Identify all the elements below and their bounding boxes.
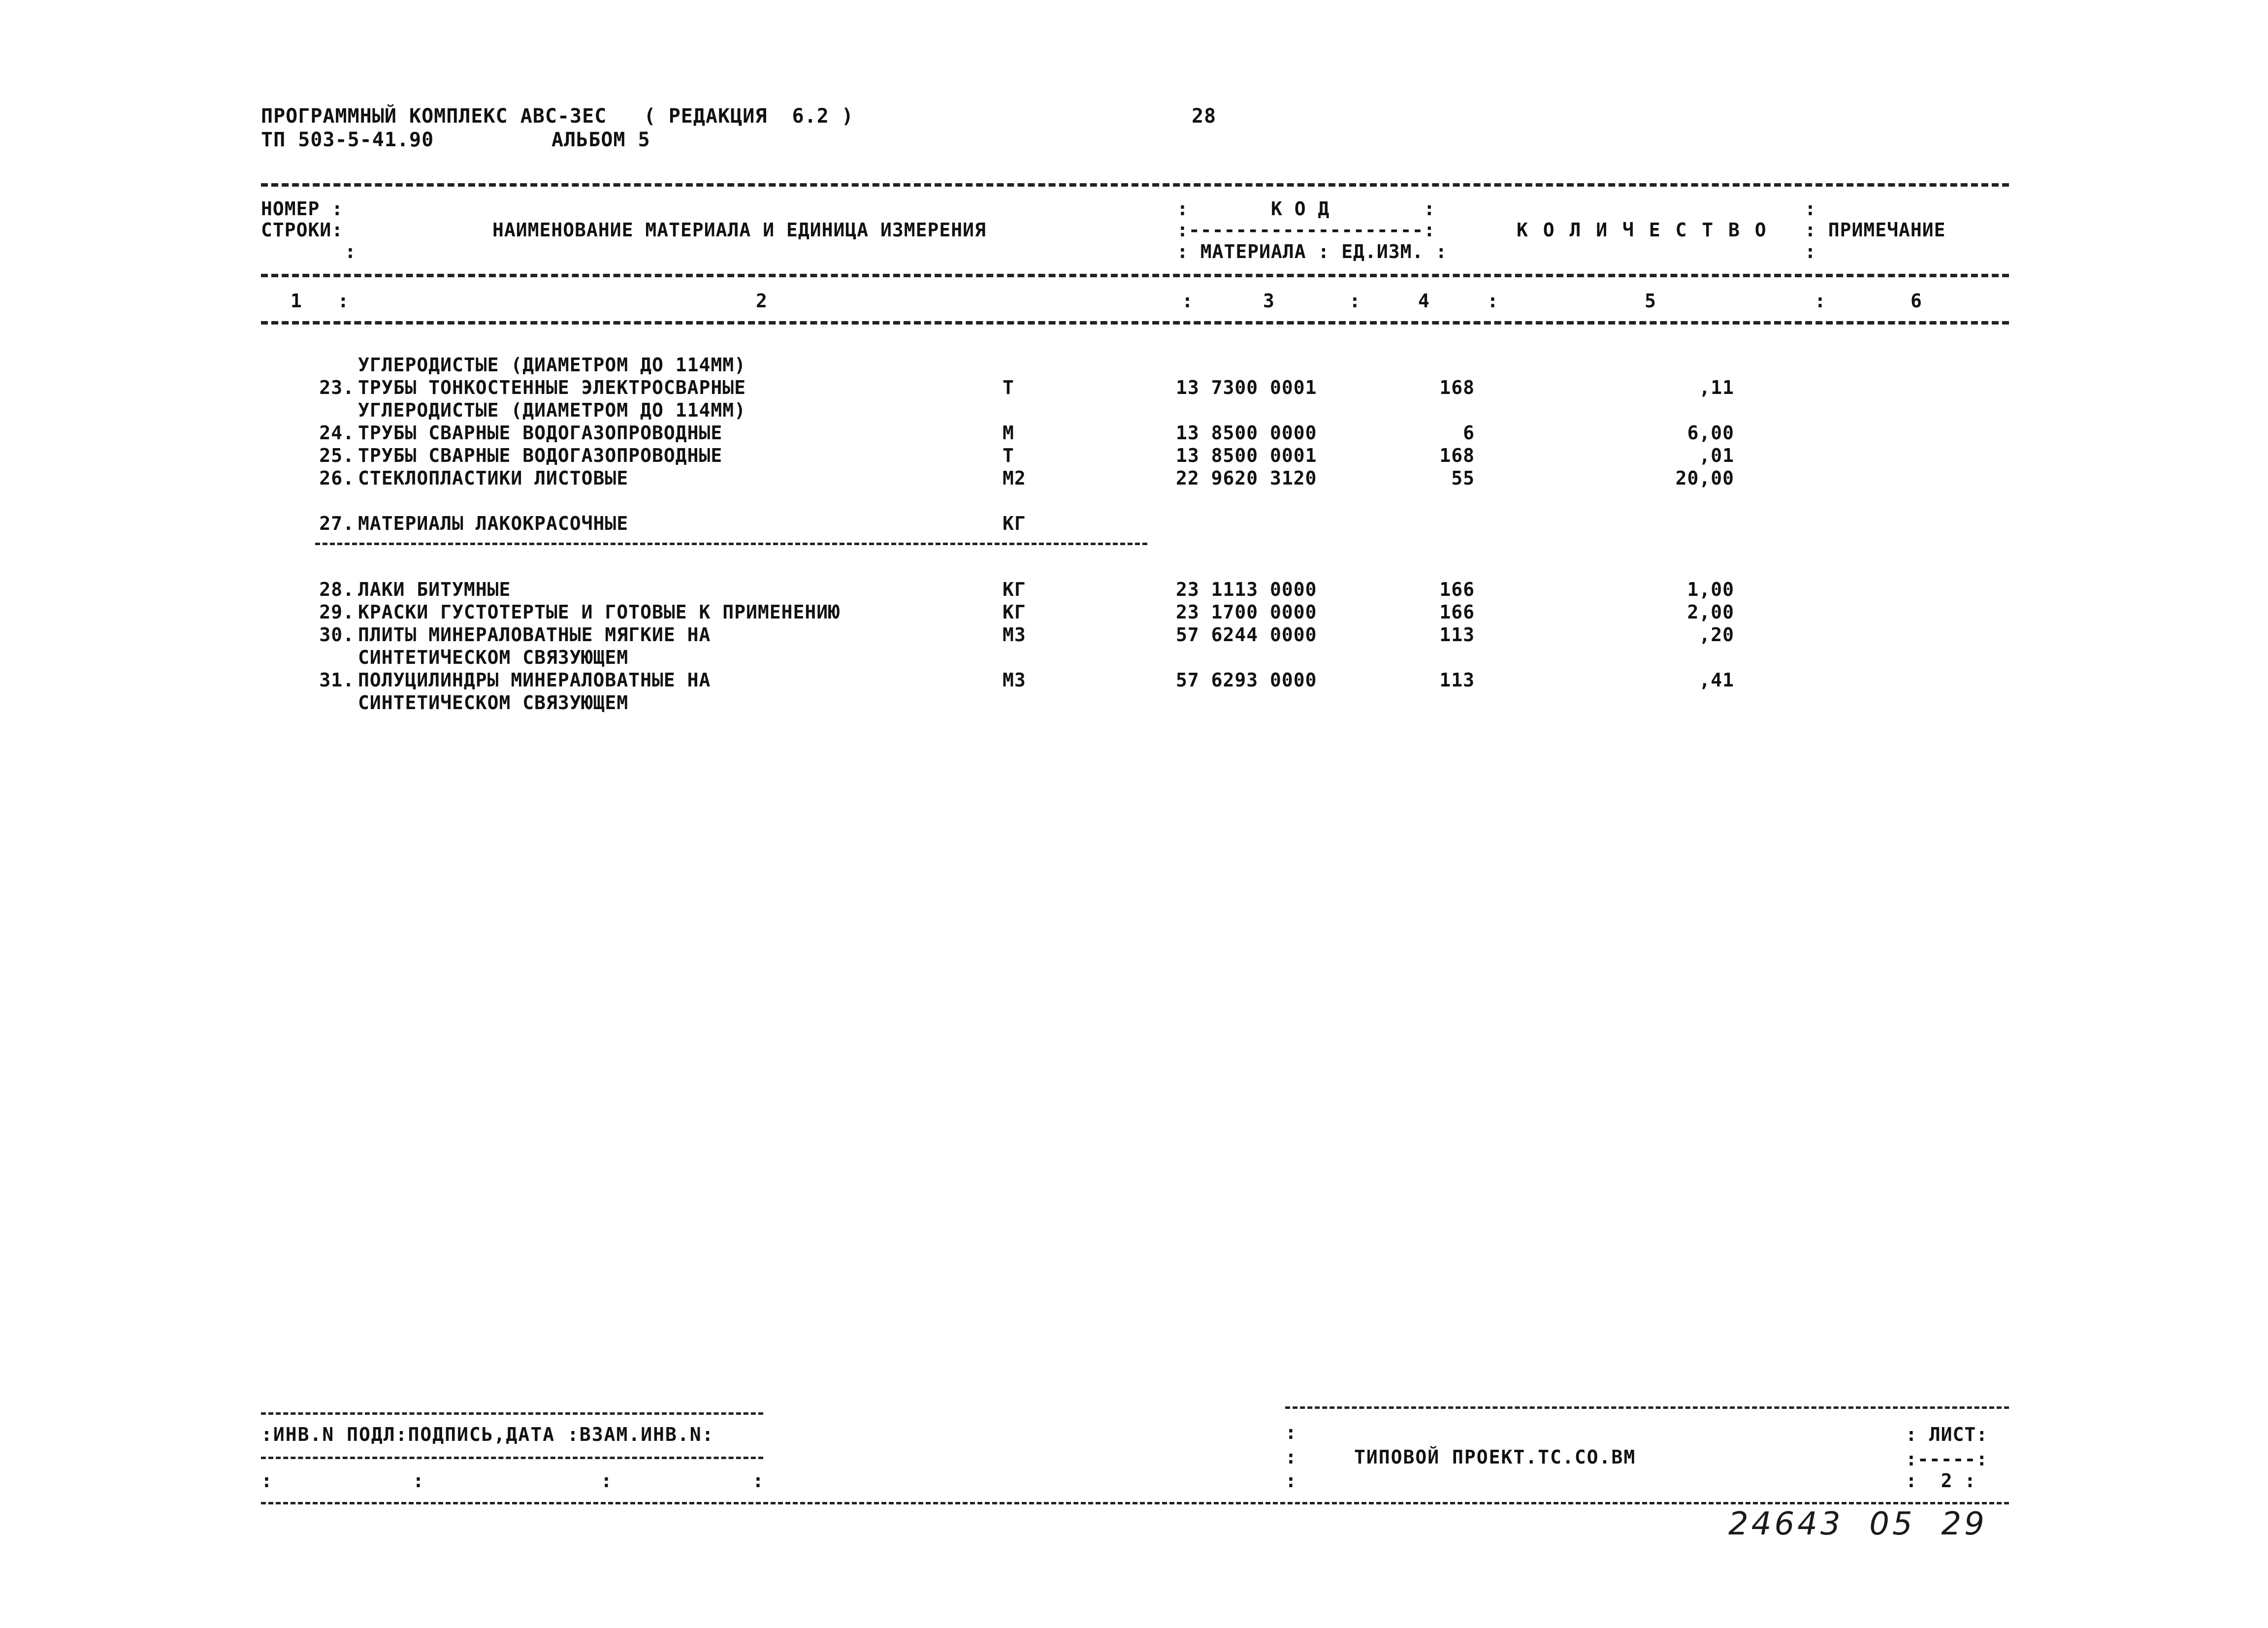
row-name: ПЛИТЫ МИНЕРАЛОВАТНЫЕ МЯГКИЕ НА <box>358 624 711 646</box>
column-separator: : <box>1487 290 1499 312</box>
stamp-bottom-rule <box>261 1502 2009 1504</box>
row-unit-code: 55 <box>1451 467 1475 489</box>
stamp-cell-separator: : <box>752 1470 764 1492</box>
stamp-cell-separator: : <box>261 1470 273 1492</box>
row-number: 31. <box>319 669 355 691</box>
row-unit-code: 113 <box>1439 624 1475 646</box>
row-material-code: 23 1113 0000 <box>1176 579 1317 600</box>
header-code-subcolumns: : МАТЕРИАЛА : ЕД.ИЗМ. : <box>1177 241 1448 262</box>
row-number: 24. <box>319 422 355 444</box>
header-note-1: : <box>1805 198 1816 220</box>
row-name: УГЛЕРОДИСТЫЕ (ДИАМЕТРОМ ДО 114ММ) <box>358 399 746 421</box>
row-quantity: ,20 <box>1699 624 1734 646</box>
header-row-number-1: НОМЕР : <box>261 198 344 220</box>
row-quantity: 2,00 <box>1687 601 1734 623</box>
stamp-left-top-rule <box>261 1412 763 1415</box>
row-number: 28. <box>319 579 355 600</box>
row-unit: М <box>1003 422 1014 444</box>
row-unit: М3 <box>1003 669 1026 691</box>
group-underline <box>315 543 1147 545</box>
table-top-rule <box>261 183 2009 187</box>
row-quantity: 20,00 <box>1675 467 1734 489</box>
row-material-code: 22 9620 3120 <box>1176 467 1317 489</box>
column-number-1: 1 : <box>291 290 350 312</box>
row-number: 30. <box>319 624 355 646</box>
row-unit: М2 <box>1003 467 1026 489</box>
row-unit-code: 113 <box>1439 669 1475 691</box>
header-code-separator: :--------------------: <box>1177 219 1436 241</box>
row-number: 27. <box>319 513 355 534</box>
row-material-code: 13 7300 0001 <box>1176 377 1317 398</box>
row-material-code: 57 6293 0000 <box>1176 669 1317 691</box>
header-note: : ПРИМЕЧАНИЕ <box>1805 219 1946 241</box>
stamp-right-top-rule <box>1285 1406 2009 1409</box>
row-material-code: 13 8500 0000 <box>1176 422 1317 444</box>
column-numbers-rule <box>261 321 2009 325</box>
row-unit-code: 166 <box>1439 601 1475 623</box>
row-unit-code: 168 <box>1439 445 1475 466</box>
row-name: КРАСКИ ГУСТОТЕРТЫЕ И ГОТОВЫЕ К ПРИМЕНЕНИЮ <box>358 601 840 623</box>
header-row-number-3: : <box>345 241 356 262</box>
row-material-code: 23 1700 0000 <box>1176 601 1317 623</box>
row-name: ПОЛУЦИЛИНДРЫ МИНЕРАЛОВАТНЫЕ НА <box>358 669 711 691</box>
page-number: 28 <box>1192 105 1217 128</box>
sheet-number: : 2 : <box>1906 1470 1976 1492</box>
row-quantity: ,01 <box>1699 445 1734 466</box>
column-number-6: 6 <box>1911 290 1922 312</box>
row-number: 26. <box>319 467 355 489</box>
row-name: СИНТЕТИЧЕСКОМ СВЯЗУЮЩЕМ <box>358 647 629 668</box>
stamp-left-labels: :ИНВ.N ПОДЛ:ПОДПИСЬ,ДАТА :ВЗАМ.ИНВ.N: <box>261 1424 714 1445</box>
stamp-cell-separator: : <box>413 1470 424 1492</box>
row-name: СТЕКЛОПЛАСТИКИ ЛИСТОВЫЕ <box>358 467 629 489</box>
row-unit: Т <box>1003 445 1014 466</box>
sheet-label: : ЛИСТ: <box>1906 1424 1988 1445</box>
row-name: СИНТЕТИЧЕСКОМ СВЯЗУЮЩЕМ <box>358 692 629 714</box>
header-code-title: : К О Д : <box>1177 198 1436 220</box>
handwritten-inventory-number: 24643 05 29 <box>1728 1506 1987 1542</box>
column-separator: : <box>1349 290 1361 312</box>
row-material-code: 13 8500 0001 <box>1176 445 1317 466</box>
row-unit: Т <box>1003 377 1014 398</box>
row-name: ТРУБЫ СВАРНЫЕ ВОДОГАЗОПРОВОДНЫЕ <box>358 422 723 444</box>
row-quantity: 1,00 <box>1687 579 1734 600</box>
column-separator: : <box>1814 290 1826 312</box>
row-name: ЛАКИ БИТУМНЫЕ <box>358 579 511 600</box>
header-quantity: К О Л И Ч Е С Т В О <box>1517 219 1768 241</box>
row-number: 23. <box>319 377 355 398</box>
row-number: 29. <box>319 601 355 623</box>
column-number-2: 2 <box>756 290 768 312</box>
row-material-code: 57 6244 0000 <box>1176 624 1317 646</box>
row-name: МАТЕРИАЛЫ ЛАКОКРАСОЧНЫЕ <box>358 513 629 534</box>
stamp-title-separator: : <box>1285 1422 1297 1443</box>
row-quantity: ,11 <box>1699 377 1734 398</box>
stamp-left-mid-rule <box>261 1457 763 1459</box>
row-unit-code: 6 <box>1463 422 1475 444</box>
column-number-4: 4 <box>1418 290 1430 312</box>
row-unit: М3 <box>1003 624 1026 646</box>
document-code: ТП 503-5-41.90 <box>261 129 434 151</box>
project-title: ТИПОВОЙ ПРОЕКТ.ТС.СО.ВМ <box>1354 1446 1636 1468</box>
stamp-title-separator: : <box>1285 1446 1297 1468</box>
header-bottom-rule <box>261 274 2009 277</box>
row-name: ТРУБЫ ТОНКОСТЕННЫЕ ЭЛЕКТРОСВАРНЫЕ <box>358 377 746 398</box>
row-unit: КГ <box>1003 513 1026 534</box>
row-name: УГЛЕРОДИСТЫЕ (ДИАМЕТРОМ ДО 114ММ) <box>358 354 746 376</box>
album-label: АЛЬБОМ 5 <box>551 129 650 151</box>
row-unit: КГ <box>1003 601 1026 623</box>
row-unit: КГ <box>1003 579 1026 600</box>
row-unit-code: 166 <box>1439 579 1475 600</box>
stamp-title-separator: : <box>1285 1470 1297 1492</box>
stamp-cell-separator: : <box>601 1470 613 1492</box>
column-separator: : <box>1182 290 1194 312</box>
header-note-3: : <box>1805 241 1816 262</box>
sheet-separator: :-----: <box>1906 1448 1988 1470</box>
row-name: ТРУБЫ СВАРНЫЕ ВОДОГАЗОПРОВОДНЫЕ <box>358 445 723 466</box>
header-material-name: НАИМЕНОВАНИЕ МАТЕРИАЛА И ЕДИНИЦА ИЗМЕРЕНИЯ <box>492 219 986 241</box>
row-quantity: ,41 <box>1699 669 1734 691</box>
row-unit-code: 168 <box>1439 377 1475 398</box>
row-number: 25. <box>319 445 355 466</box>
program-title: ПРОГРАММНЫЙ КОМПЛЕКС АВС-ЗЕС ( РЕДАКЦИЯ 6.2 ) <box>261 105 854 128</box>
column-number-5: 5 <box>1645 290 1656 312</box>
header-row-number-2: СТРОКИ: <box>261 219 344 241</box>
column-number-3: 3 <box>1263 290 1275 312</box>
row-quantity: 6,00 <box>1687 422 1734 444</box>
